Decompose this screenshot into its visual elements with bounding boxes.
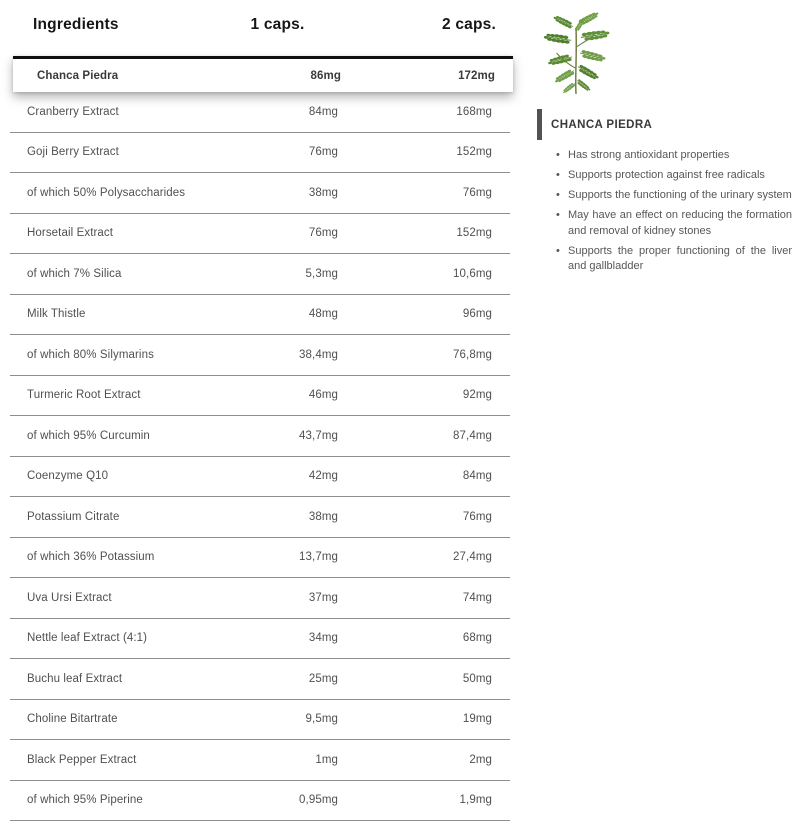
chanca-piedra-info-panel <box>537 0 795 279</box>
table-header-row <box>10 0 510 50</box>
ingredient-name: Horsetail Extract <box>27 227 114 240</box>
amount-2caps: 76mg <box>462 510 492 523</box>
amount-2caps: 172mg <box>458 69 495 82</box>
amount-1caps: 38mg <box>308 186 338 199</box>
table-row <box>10 538 510 579</box>
ingredient-name: Potassium Citrate <box>27 510 120 523</box>
amount-1caps: 86mg <box>310 69 341 82</box>
amount-2caps: 152mg <box>456 146 492 159</box>
ingredient-name: Black Pepper Extract <box>27 753 137 766</box>
benefits-list <box>556 148 792 275</box>
chanca-piedra-plant-illustration <box>537 8 615 96</box>
amount-2caps: 50mg <box>462 672 492 685</box>
amount-2caps: 27,4mg <box>453 551 492 564</box>
ingredient-name: of which 7% Silica <box>27 267 122 280</box>
table-row <box>10 335 510 376</box>
amount-2caps: 152mg <box>456 227 492 240</box>
amount-1caps: 38mg <box>308 510 338 523</box>
amount-1caps: 42mg <box>308 470 338 483</box>
amount-1caps: 76mg <box>308 227 338 240</box>
table-row <box>10 214 510 255</box>
table-row <box>10 578 510 619</box>
amount-1caps: 38,4mg <box>299 348 338 361</box>
amount-1caps: 9,5mg <box>305 713 338 726</box>
table-row <box>10 781 510 822</box>
table-body <box>10 92 510 821</box>
benefit-item: • Supports the proper functioning of the liver and gallbladder <box>556 244 792 275</box>
benefit-item: • Supports protection against free radicals <box>556 168 792 184</box>
ingredient-name: Chanca Piedra <box>37 69 119 82</box>
amount-2caps: 92mg <box>462 389 492 402</box>
amount-1caps: 43,7mg <box>299 429 338 442</box>
ingredient-name: Milk Thistle <box>27 308 86 321</box>
ingredient-name: of which 50% Polysaccharides <box>27 186 186 199</box>
amount-1caps: 13,7mg <box>299 551 338 564</box>
amount-1caps: 76mg <box>308 146 338 159</box>
amount-2caps: 168mg <box>456 105 492 118</box>
ingredient-name: Turmeric Root Extract <box>27 389 141 402</box>
ingredient-name: Coenzyme Q10 <box>27 470 109 483</box>
amount-2caps: 19mg <box>462 713 492 726</box>
amount-2caps: 84mg <box>462 470 492 483</box>
table-row <box>10 497 510 538</box>
table-row <box>10 295 510 336</box>
amount-1caps: 25mg <box>308 672 338 685</box>
table-row <box>10 173 510 214</box>
amount-1caps: 84mg <box>308 105 338 118</box>
amount-2caps: 10,6mg <box>453 267 492 280</box>
amount-1caps: 37mg <box>308 591 338 604</box>
amount-2caps: 76,8mg <box>453 348 492 361</box>
amount-2caps: 76mg <box>462 186 492 199</box>
table-row <box>10 133 510 174</box>
ingredient-name: Choline Bitartrate <box>27 713 118 726</box>
highlighted-row-chanca-piedra <box>13 56 513 92</box>
ingredient-name: of which 95% Piperine <box>27 794 143 807</box>
amount-2caps: 2mg <box>469 753 492 766</box>
ingredients-table <box>10 0 510 821</box>
amount-1caps: 34mg <box>308 632 338 645</box>
ingredient-name: Goji Berry Extract <box>27 146 119 159</box>
benefit-item: • Supports the functioning of the urinary system <box>556 188 792 204</box>
ingredient-name: of which 80% Silymarins <box>27 348 154 361</box>
amount-2caps: 1,9mg <box>459 794 492 807</box>
ingredient-name: Cranberry Extract <box>27 105 119 118</box>
amount-1caps: 48mg <box>308 308 338 321</box>
table-row <box>10 376 510 417</box>
amount-1caps: 0,95mg <box>299 794 338 807</box>
ingredient-name: of which 36% Potassium <box>27 551 155 564</box>
table-row <box>10 92 510 133</box>
column-header-2caps: 2 caps. <box>442 16 496 33</box>
benefit-item: • May have an effect on reducing the formation and removal of kidney stones <box>556 208 792 239</box>
amount-2caps: 87,4mg <box>453 429 492 442</box>
benefit-item: • Has strong antioxidant properties <box>556 148 792 164</box>
amount-2caps: 74mg <box>462 591 492 604</box>
ingredient-name: Buchu leaf Extract <box>27 672 123 685</box>
ingredient-name: Nettle leaf Extract (4:1) <box>27 632 148 645</box>
amount-1caps: 5,3mg <box>305 267 338 280</box>
heading-accent-bar <box>537 109 542 140</box>
column-header-1caps: 1 caps. <box>250 16 305 33</box>
amount-2caps: 96mg <box>462 308 492 321</box>
amount-1caps: 46mg <box>308 389 338 402</box>
ingredient-name: Uva Ursi Extract <box>27 591 112 604</box>
table-row <box>10 416 510 457</box>
column-header-ingredients: Ingredients <box>33 16 119 33</box>
ingredient-name: of which 95% Curcumin <box>27 429 150 442</box>
table-row <box>10 659 510 700</box>
sidebar-title: CHANCA PIEDRA <box>551 118 653 131</box>
table-row <box>10 740 510 781</box>
table-row <box>10 254 510 295</box>
sidebar-heading <box>537 109 795 140</box>
amount-2caps: 68mg <box>462 632 492 645</box>
table-row <box>10 700 510 741</box>
amount-1caps: 1mg <box>315 753 338 766</box>
table-row <box>10 457 510 498</box>
table-row <box>10 619 510 660</box>
